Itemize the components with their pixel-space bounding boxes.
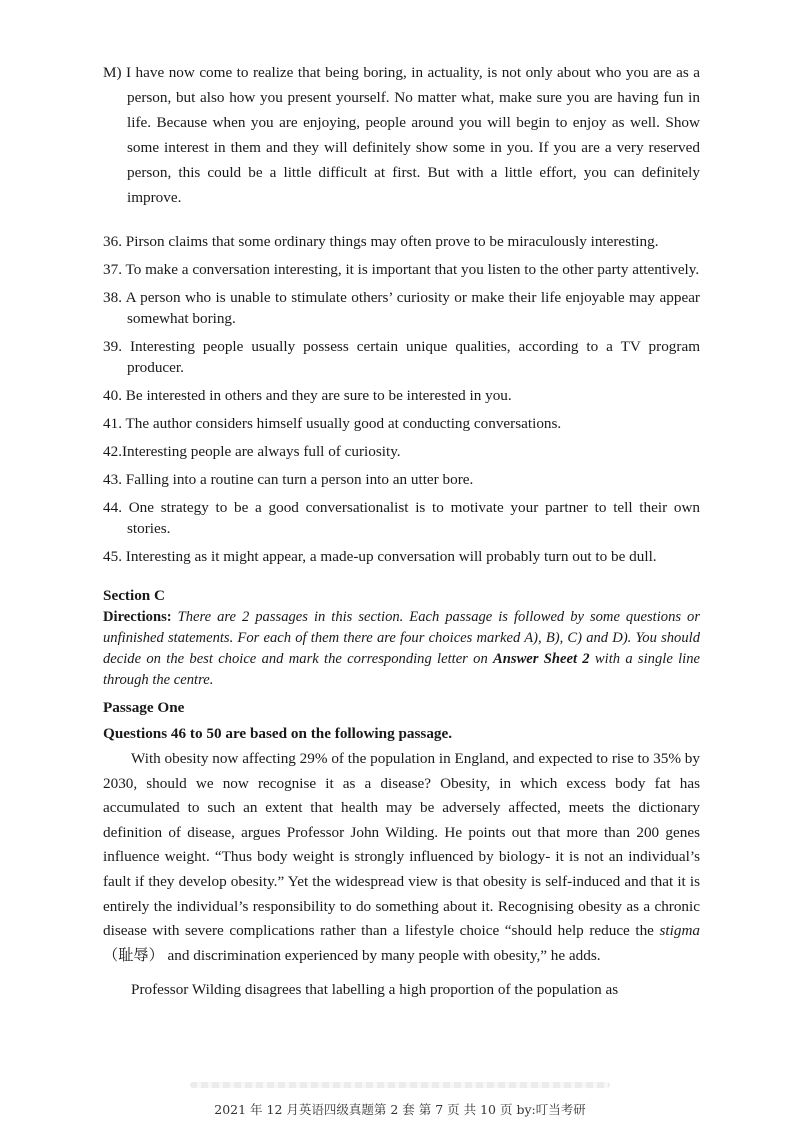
statement-number: 42. (103, 443, 122, 460)
statement-item (103, 231, 700, 252)
statement-item (103, 469, 700, 490)
statement-item (103, 441, 700, 462)
statement-item (103, 546, 700, 567)
statement-number: 37. (103, 261, 122, 278)
statement-number: 40. (103, 387, 122, 404)
statement-text: Be interested in others and they are sure to be interested in you. (125, 387, 512, 404)
passage-text-end: and discrimination experienced by many people with obesity,” he adds. (167, 946, 601, 964)
statement-number: 45. (103, 548, 122, 565)
statement-text: A person who is unable to stimulate others’ curiosity or make their life enjoyable may appear somewhat boring. (125, 289, 700, 327)
statement-item (103, 259, 700, 280)
statement-text: One strategy to be a good conversationalist is to motivate your partner to tell their own stories. (127, 499, 701, 537)
statement-text: To make a conversation interesting, it is important that you listen to the other party attentively. (125, 261, 700, 278)
stigma-term: stigma (659, 922, 701, 940)
directions-label: Directions: (103, 609, 172, 625)
directions-text-end: with a single line through the centre. (103, 651, 700, 688)
statement-text: Interesting as it might appear, a made-up conversation will probably turn out to be dull. (125, 548, 657, 565)
statement-item (103, 287, 700, 329)
statement-number: 44. (103, 499, 122, 516)
statement-list (103, 231, 700, 567)
stigma-gloss: （耻辱） (103, 946, 164, 964)
section-c-title: Section C (103, 587, 166, 604)
statement-item (103, 497, 700, 539)
passage-paragraph-1 (103, 747, 700, 968)
page-footer: 2021 年 12 月英语四级真题第 2 套 第 7 页 共 10 页 by:叮当考研 (214, 1102, 586, 1117)
statement-text: Interesting people are always full of curiosity. (121, 443, 401, 460)
answer-sheet-reference: Answer Sheet 2 (493, 651, 590, 667)
statement-item (103, 413, 700, 434)
faded-watermark-strip (190, 1082, 610, 1088)
page-content (103, 60, 700, 1003)
statement-number: 41. (103, 415, 122, 432)
statement-item (103, 385, 700, 406)
statement-number: 36. (103, 233, 122, 250)
statement-number: 39. (103, 338, 122, 355)
questions-heading: Questions 46 to 50 are based on the following passage. (103, 725, 453, 742)
statement-text: Falling into a routine can turn a person into an utter bore. (125, 471, 474, 488)
statement-number: 43. (103, 471, 122, 488)
option-m-paragraph: M) I have now come to realize that being boring, in actuality, is not only about who you are as a person, but also how you present yourself. No matter what, make sure you are having fun in life. Because when you are enjoying, people around you will begin to enjoy as well. Show some interest in them and they will definitely show some in you. If you are a very reserved person, this could be a little difficult at first. But with a little effort, you can definitely improve. (103, 64, 700, 206)
section-c-directions (103, 607, 700, 691)
passage-text: With obesity now affecting 29% of the population in England, and expected to rise to 35% by 2030, should we now recognise it as a disease? Obesity, in which excess body fat has accumulated to such an extent that health may be adversely affected, meets the dictionary definition of disease, argues Professor John Wilding. He points out that more than 200 genes influence weight. “Thus body weight is strongly influenced by biology- it is not an individual’s fault if they develop obesity.” Yet the widespread view is that obesity is self-induced and that it is entirely the individual’s responsibility to do something about it. Recognising obesity as a chronic disease with severe complications rather than a lifestyle choice “should help reduce the (103, 750, 700, 940)
passage-paragraph-2: Professor Wilding disagrees that labelling a high proportion of the population as (131, 981, 619, 999)
statement-item (103, 336, 700, 378)
directions-text: There are 2 passages in this section. Each passage is followed by some questions or unfinished statements. For each of them there are four choices marked A), B), C) and D). You should decide on the best choice and mark the corresponding letter on (103, 609, 700, 667)
statement-text: The author considers himself usually good at conducting conversations. (125, 415, 562, 432)
statement-text: Pirson claims that some ordinary things may often prove to be miraculously interesting. (125, 233, 659, 250)
statement-text: Interesting people usually possess certain unique qualities, according to a TV program producer. (127, 338, 701, 376)
passage-one-title: Passage One (103, 699, 185, 716)
statement-number: 38. (103, 289, 122, 306)
